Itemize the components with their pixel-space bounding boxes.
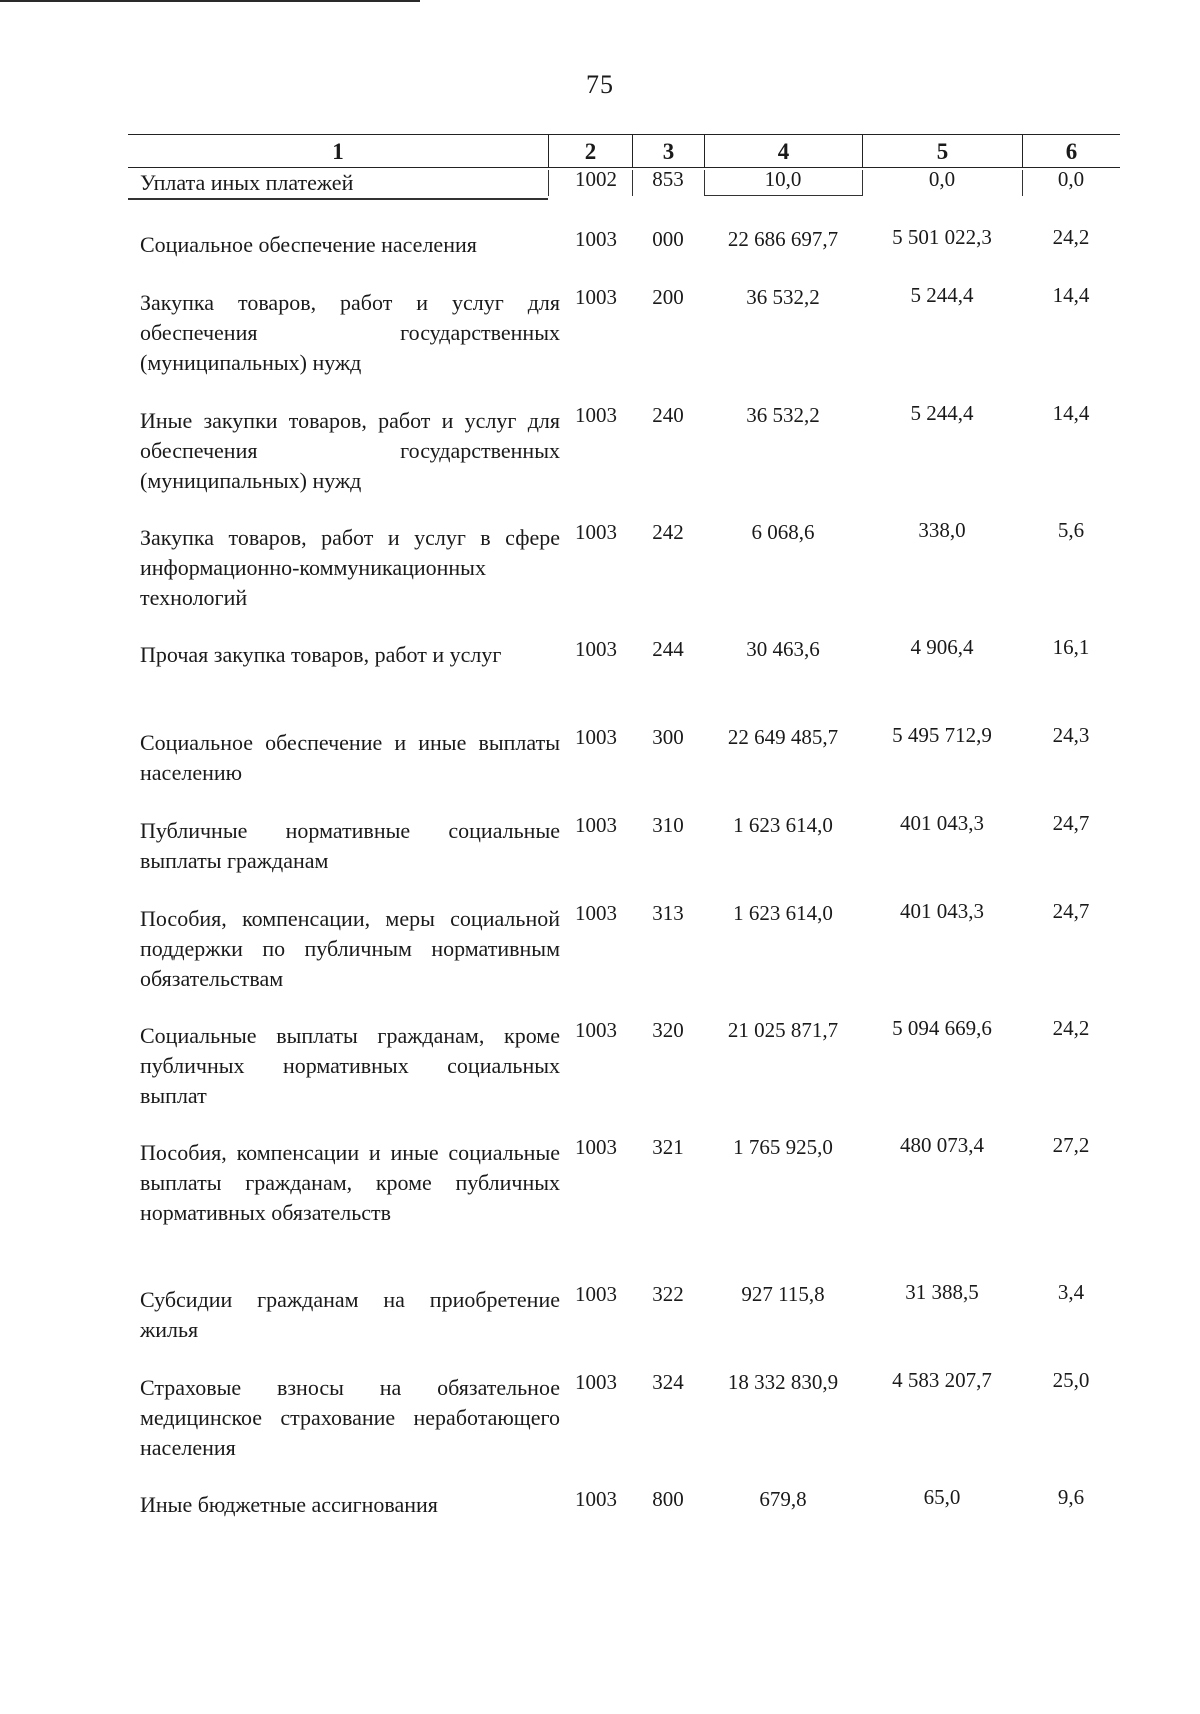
row-section-code: 1003	[575, 1370, 617, 1394]
row-percent-value: 27,2	[1052, 1133, 1090, 1157]
row-percent-value: 25,0	[1052, 1368, 1090, 1392]
row-percent-value: 24,2	[1052, 225, 1090, 249]
row-percent-value: 9,6	[1057, 1485, 1085, 1509]
row-section-code: 1003	[575, 901, 617, 925]
row-plan-value: 36 532,2	[746, 285, 820, 309]
row-actual-value: 5 244,4	[910, 401, 974, 425]
row-underline	[128, 198, 548, 200]
header-col-4: 4	[704, 135, 862, 167]
scan-edge-line	[0, 0, 420, 2]
row-name: Страховые взносы на обязательное медицинское страхование неработающего населения	[140, 1375, 560, 1460]
row-name: Пособия, компенсации и иные социальные выплаты гражданам, кроме публичных нормативных обязательств	[140, 1140, 560, 1225]
header-col-6: 6	[1022, 135, 1120, 167]
row-type-code: 242	[652, 520, 684, 544]
row-percent-value: 14,4	[1052, 401, 1090, 425]
row-percent-value: 5,6	[1057, 518, 1085, 542]
row-section-code: 1003	[575, 403, 617, 427]
row-plan-value: 6 068,6	[751, 520, 815, 544]
row-percent-value: 24,3	[1052, 723, 1090, 747]
row-percent-value: 0,0	[1057, 167, 1085, 191]
row-name: Иные закупки товаров, работ и услуг для обеспечения государственных (муниципальных) нужд	[140, 408, 560, 493]
row-type-code: 240	[652, 403, 684, 427]
row-actual-value: 5 495 712,9	[892, 723, 992, 747]
row-type-code: 310	[652, 813, 684, 837]
row-plan-value: 36 532,2	[746, 403, 820, 427]
row-actual-value: 31 388,5	[905, 1280, 979, 1304]
row-name: Иные бюджетные ассигнования	[140, 1492, 438, 1517]
row-type-code: 320	[652, 1018, 684, 1042]
row-percent-value: 24,7	[1052, 899, 1090, 923]
row-type-code: 800	[652, 1487, 684, 1511]
row-type-code: 000	[652, 227, 684, 251]
row-section-code: 1003	[575, 285, 617, 309]
row-type-code: 322	[652, 1282, 684, 1306]
row-percent-value: 14,4	[1052, 283, 1090, 307]
row-name: Пособия, компенсации, меры социальной поддержки по публичным нормативным обязательствам	[140, 906, 560, 991]
row-actual-value: 4 906,4	[910, 635, 974, 659]
row-section-code: 1003	[575, 1487, 617, 1511]
row-name: Прочая закупка товаров, работ и услуг	[140, 642, 502, 667]
row-name: Социальное обеспечение населения	[140, 232, 477, 257]
row-percent-value: 24,2	[1052, 1016, 1090, 1040]
row-name: Закупка товаров, работ и услуг в сфере информационно-коммуникационных технологий	[140, 525, 560, 610]
row-type-code: 313	[652, 901, 684, 925]
table-row	[128, 167, 1120, 210]
row-percent-value: 24,7	[1052, 811, 1090, 835]
header-col-5: 5	[862, 135, 1022, 167]
row-section-code: 1003	[575, 1018, 617, 1042]
row-name: Социальное обеспечение и иные выплаты населению	[140, 730, 560, 785]
row-percent-value: 16,1	[1052, 635, 1090, 659]
row-name: Закупка товаров, работ и услуг для обеспечения государственных (муниципальных) нужд	[140, 290, 560, 375]
row-section-code: 1003	[575, 637, 617, 661]
row-name: Субсидии гражданам на приобретение жилья	[140, 1287, 560, 1342]
row-name: Уплата иных платежей	[140, 170, 354, 195]
row-section-code: 1003	[575, 813, 617, 837]
row-actual-value: 5 094 669,6	[892, 1016, 992, 1040]
row-actual-value: 480 073,4	[900, 1133, 984, 1157]
budget-table	[128, 134, 1120, 1517]
row-actual-value: 401 043,3	[900, 811, 984, 835]
row-section-code: 1003	[575, 1135, 617, 1159]
row-section-code: 1002	[575, 167, 617, 191]
row-section-code: 1003	[575, 725, 617, 749]
row-section-code: 1003	[575, 1282, 617, 1306]
header-col-3: 3	[632, 135, 704, 167]
row-actual-value: 401 043,3	[900, 899, 984, 923]
row-type-code: 324	[652, 1370, 684, 1394]
row-actual-value: 0,0	[928, 167, 956, 191]
row-plan-value: 1 765 925,0	[733, 1135, 833, 1159]
row-type-code: 244	[652, 637, 684, 661]
row-name: Публичные нормативные социальные выплаты гражданам	[140, 818, 560, 873]
row-name: Социальные выплаты гражданам, кроме публичных нормативных социальных выплат	[140, 1023, 560, 1108]
row-plan-value: 10,0	[764, 167, 802, 191]
row-actual-value: 5 244,4	[910, 283, 974, 307]
row-percent-value: 3,4	[1057, 1280, 1085, 1304]
row-plan-value: 18 332 830,9	[727, 1370, 839, 1394]
header-col-1: 1	[332, 139, 344, 164]
row-actual-value: 65,0	[923, 1485, 961, 1509]
row-section-code: 1003	[575, 227, 617, 251]
row-plan-value: 927 115,8	[741, 1282, 825, 1306]
row-plan-value: 1 623 614,0	[733, 813, 833, 837]
table-header-row	[128, 134, 1120, 168]
row-plan-value: 30 463,6	[746, 637, 820, 661]
header-col-2: 2	[548, 135, 632, 167]
row-plan-value: 22 649 485,7	[727, 725, 839, 749]
row-actual-value: 338,0	[918, 518, 966, 542]
row-type-code: 321	[652, 1135, 684, 1159]
row-plan-value: 679,8	[759, 1487, 807, 1511]
row-type-code: 200	[652, 285, 684, 309]
row-plan-value: 21 025 871,7	[727, 1018, 839, 1042]
row-plan-value: 22 686 697,7	[727, 227, 839, 251]
page-number: 75	[586, 70, 614, 99]
row-section-code: 1003	[575, 520, 617, 544]
row-actual-value: 5 501 022,3	[892, 225, 992, 249]
row-plan-value: 1 623 614,0	[733, 901, 833, 925]
row-type-code: 300	[652, 725, 684, 749]
row-type-code: 853	[652, 167, 684, 191]
row-actual-value: 4 583 207,7	[892, 1368, 992, 1392]
